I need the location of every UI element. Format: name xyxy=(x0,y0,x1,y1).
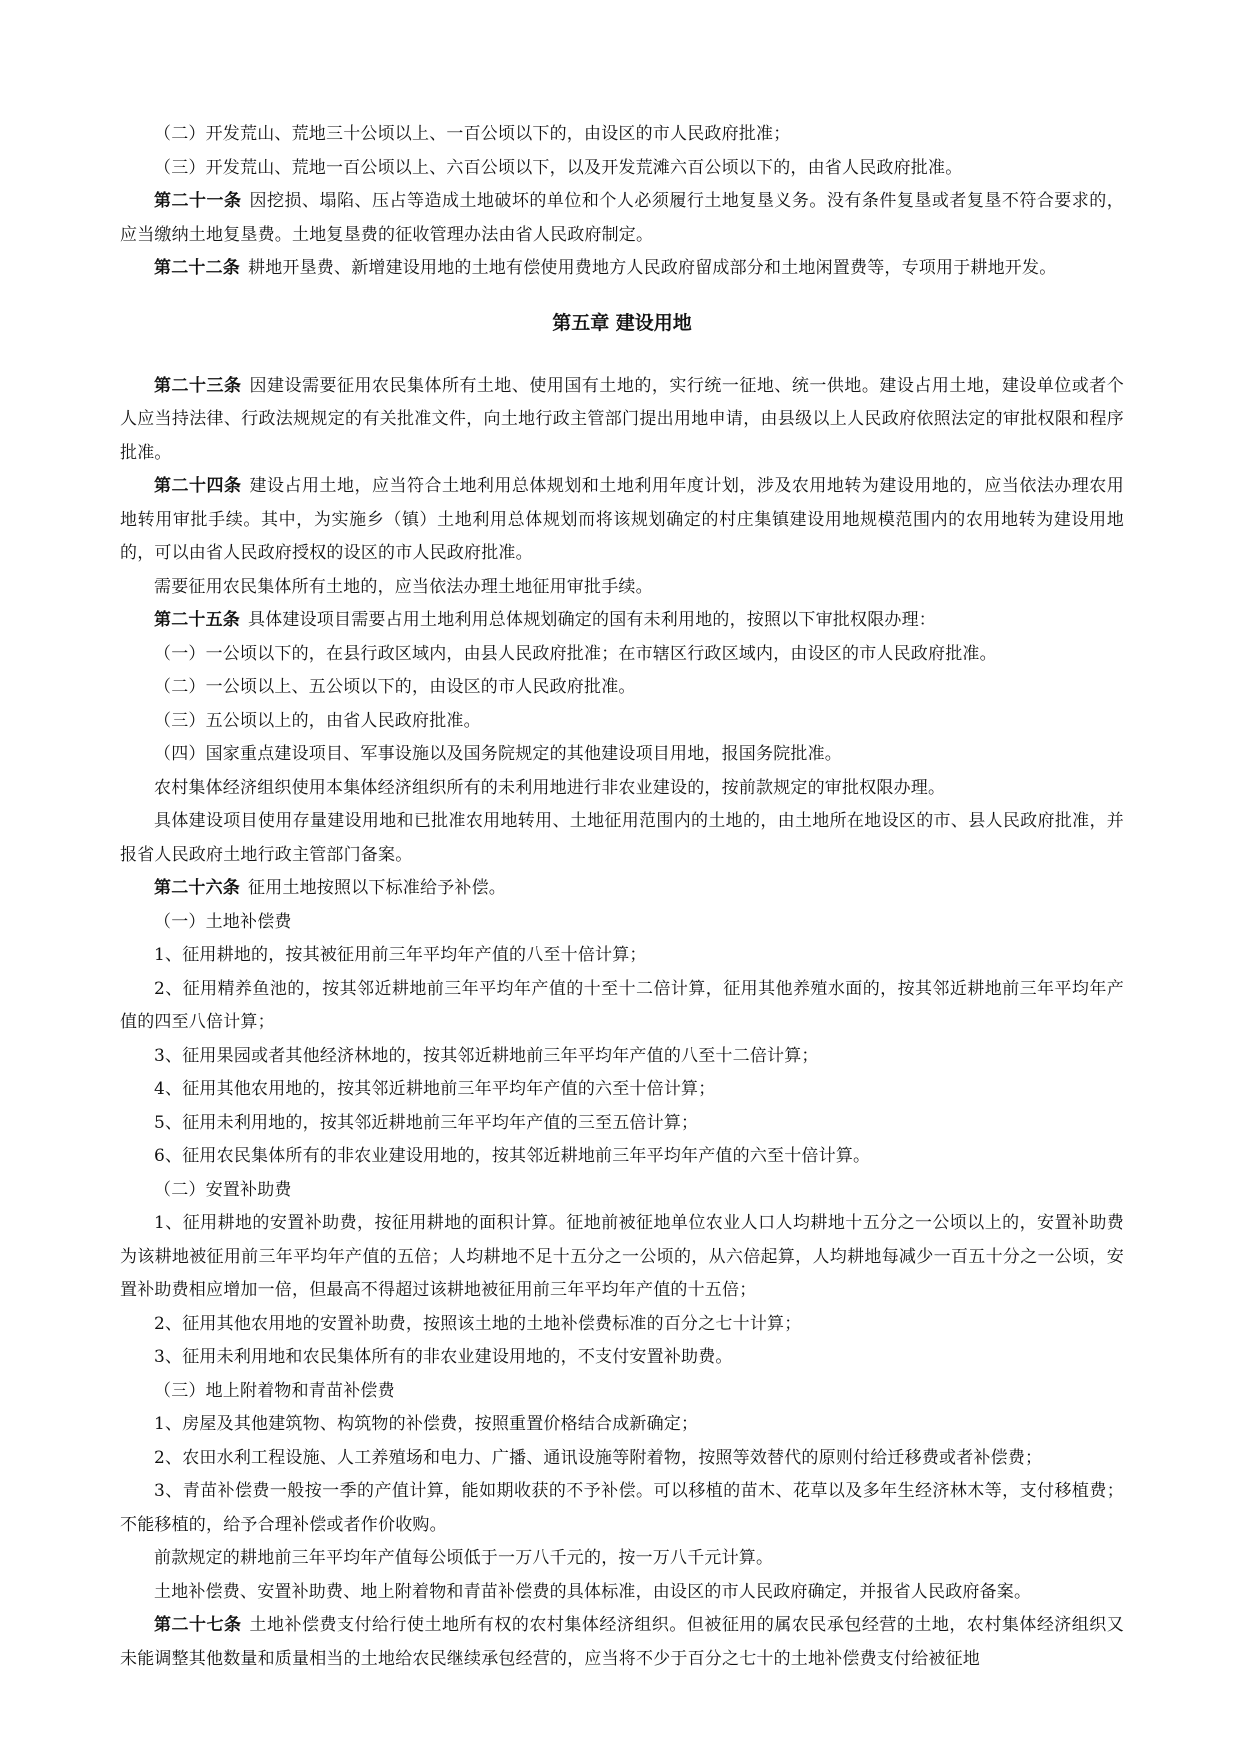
paragraph-text: 3、征用未利用地和农民集体所有的非农业建设用地的，不支付安置补助费。 xyxy=(154,1347,733,1367)
paragraph xyxy=(120,1107,1124,1141)
paragraph-text: 1、房屋及其他建筑物、构筑物的补偿费，按照重置价格结合成新确定； xyxy=(154,1414,699,1434)
paragraph xyxy=(120,638,1124,672)
paragraph xyxy=(120,604,1124,638)
paragraph-text: 耕地开垦费、新增建设用地的土地有偿使用费地方人民政府留成部分和土地闲置费等，专项用于耕地开发。 xyxy=(248,258,1057,278)
paragraph-text: 农村集体经济组织使用本集体经济组织所有的未利用地进行非农业建设的，按前款规定的审批权限办理。 xyxy=(154,777,946,798)
document-page xyxy=(120,118,1124,1676)
paragraph-text: 因建设需要征用农民集体所有土地、使用国有土地的，实行统一征地、统一供地。建设占用土地，建设单位或者个人应当持法律、行政法规规定的有关批准文件，向土地行政主管部门提出用地申请，由县级以上人民政府依照法定的审批权限和程序批准。 xyxy=(120,375,1125,463)
paragraph xyxy=(120,252,1124,286)
paragraph xyxy=(120,1542,1124,1576)
paragraph-text: 需要征用农民集体所有土地的，应当依法办理土地征用审批手续。 xyxy=(154,576,653,597)
paragraph-text: （三）五公顷以上的，由省人民政府批准。 xyxy=(154,710,481,731)
paragraph xyxy=(120,1341,1124,1375)
paragraph-text: 前款规定的耕地前三年平均年产值每公顷低于一万八千元的，按一万八千元计算。 xyxy=(154,1548,774,1568)
paragraph-text: （三）地上附着物和青苗补偿费 xyxy=(154,1380,395,1401)
paragraph xyxy=(120,185,1124,252)
article-number: 第二十五条 xyxy=(154,610,240,630)
paragraph xyxy=(120,118,1124,152)
paragraph xyxy=(120,1207,1124,1308)
paragraph-text: （二）开发荒山、荒地三十公顷以上、一百公顷以下的，由设区的市人民政府批准； xyxy=(154,124,791,144)
article-number: 第二十六条 xyxy=(154,878,240,898)
paragraph-text: 具体建设项目需要占用土地利用总体规划确定的国有未利用地的，按照以下审批权限办理： xyxy=(248,610,936,630)
paragraph-text: 1、征用耕地的安置补助费，按征用耕地的面积计算。征地前被征地单位农业人口人均耕地十五分之一公顷以上的，安置补助费为该耕地被征用前三年平均年产值的五倍；人均耕地不足十五分之一公顷的，从六倍起算，人均耕地每减少一百五十分之一公顷，安置补助费相应增加一倍，但最高不得超过该耕地被征用前三年平均年产值的十五倍； xyxy=(120,1213,1124,1300)
article-number: 第二十四条 xyxy=(154,476,242,496)
paragraph xyxy=(120,1408,1124,1442)
paragraph xyxy=(120,1308,1124,1342)
paragraph-text: 5、征用未利用地的，按其邻近耕地前三年平均年产值的三至五倍计算； xyxy=(154,1112,699,1133)
paragraph-text: 3、青苗补偿费一般按一季的产值计算，能如期收获的不予补偿。可以移植的苗木、花草以及多年生经济林木等，支付移植费；不能移植的，给予合理补偿或者作价收购。 xyxy=(120,1481,1124,1535)
paragraph-text: （四）国家重点建设项目、军事设施以及国务院规定的其他建设项目用地，报国务院批准。 xyxy=(154,744,842,764)
paragraph-text: 2、征用其他农用地的安置补助费，按照该土地的土地补偿费标准的百分之七十计算； xyxy=(154,1313,802,1334)
paragraph-text: 1、征用耕地的，按其被征用前三年平均年产值的八至十倍计算； xyxy=(154,945,647,965)
paragraph-text: 建设占用土地，应当符合土地利用总体规划和土地利用年度计划，涉及农用地转为建设用地的，应当依法办理农用地转用审批手续。其中，为实施乡（镇）土地利用总体规划而将该规划确定的村庄集镇建设用地规模范围内的农用地转为建设用地的，可以由省人民政府授权的设区的市人民政府批准。 xyxy=(120,476,1125,563)
paragraph-text: （二）安置补助费 xyxy=(154,1179,292,1200)
chapter-title: 第五章 建设用地 xyxy=(552,311,692,334)
paragraph-text: 征用土地按照以下标准给予补偿。 xyxy=(248,878,506,898)
paragraph-text: 3、征用果园或者其他经济林地的，按其邻近耕地前三年平均年产值的八至十二倍计算； xyxy=(154,1045,819,1066)
paragraph xyxy=(120,705,1124,739)
paragraph xyxy=(120,939,1124,973)
paragraph xyxy=(120,1442,1124,1476)
paragraph xyxy=(120,906,1124,940)
article-number: 第二十二条 xyxy=(154,258,240,278)
paragraph xyxy=(120,973,1124,1040)
paragraph-text: （二）一公顷以上、五公顷以下的，由设区的市人民政府批准。 xyxy=(154,677,636,697)
paragraph xyxy=(120,571,1124,605)
paragraph-text: 土地补偿费、安置补助费、地上附着物和青苗补偿费的具体标准，由设区的市人民政府确定，并报省人民政府备案。 xyxy=(154,1581,1032,1602)
article-number: 第二十七条 xyxy=(154,1615,242,1635)
section-before-chapter xyxy=(120,118,1124,286)
paragraph xyxy=(120,470,1124,571)
paragraph-text: 2、农田水利工程设施、人工养殖场和电力、广播、通讯设施等附着物，按照等效替代的原则付给迁移费或者补偿费； xyxy=(154,1447,1043,1468)
paragraph xyxy=(120,1040,1124,1074)
paragraph-text: 4、征用其他农用地的，按其邻近耕地前三年平均年产值的六至十倍计算； xyxy=(154,1079,716,1099)
paragraph xyxy=(120,1375,1124,1409)
paragraph xyxy=(120,1073,1124,1107)
paragraph-text: 因挖损、塌陷、压占等造成土地破坏的单位和个人必须履行土地复垦义务。没有条件复垦或者复垦不符合要求的，应当缴纳土地复垦费。土地复垦费的征收管理办法由省人民政府制定。 xyxy=(120,191,1125,245)
paragraph-text: 2、征用精养鱼池的，按其邻近耕地前三年平均年产值的十至十二倍计算，征用其他养殖水面的，按其邻近耕地前三年平均年产值的四至八倍计算； xyxy=(120,978,1124,1032)
section-after-chapter xyxy=(120,370,1124,1677)
paragraph xyxy=(120,671,1124,705)
paragraph xyxy=(120,1174,1124,1208)
paragraph-text: 6、征用农民集体所有的非农业建设用地的，按其邻近耕地前三年平均年产值的六至十倍计算。 xyxy=(154,1146,871,1166)
paragraph-text: 具体建设项目使用存量建设用地和已批准农用地转用、土地征用范围内的土地的，由土地所在地设区的市、县人民政府批准，并报省人民政府土地行政主管部门备案。 xyxy=(120,811,1124,865)
paragraph-text: （一）土地补偿费 xyxy=(154,911,292,932)
article-number: 第二十一条 xyxy=(154,191,242,211)
paragraph xyxy=(120,1609,1124,1676)
paragraph xyxy=(120,152,1124,186)
paragraph xyxy=(120,1576,1124,1610)
paragraph-text: 土地补偿费支付给行使土地所有权的农村集体经济组织。但被征用的属农民承包经营的土地，农村集体经济组织又未能调整其他数量和质量相当的土地给农民继续承包经营的，应当将不少于百分之七十的土地补偿费支付给被征地 xyxy=(120,1615,1125,1669)
paragraph xyxy=(120,772,1124,806)
paragraph xyxy=(120,738,1124,772)
paragraph xyxy=(120,1475,1124,1542)
paragraph xyxy=(120,805,1124,872)
article-number: 第二十三条 xyxy=(154,375,242,396)
paragraph-text: （一）一公顷以下的，在县行政区域内，由县人民政府批准；在市辖区行政区域内，由设区的市人民政府批准。 xyxy=(154,643,997,664)
paragraph xyxy=(120,872,1124,906)
paragraph xyxy=(120,1140,1124,1174)
paragraph-text: （三）开发荒山、荒地一百公顷以上、六百公顷以下，以及开发荒滩六百公顷以下的，由省人民政府批准。 xyxy=(154,157,963,178)
paragraph xyxy=(120,370,1124,471)
